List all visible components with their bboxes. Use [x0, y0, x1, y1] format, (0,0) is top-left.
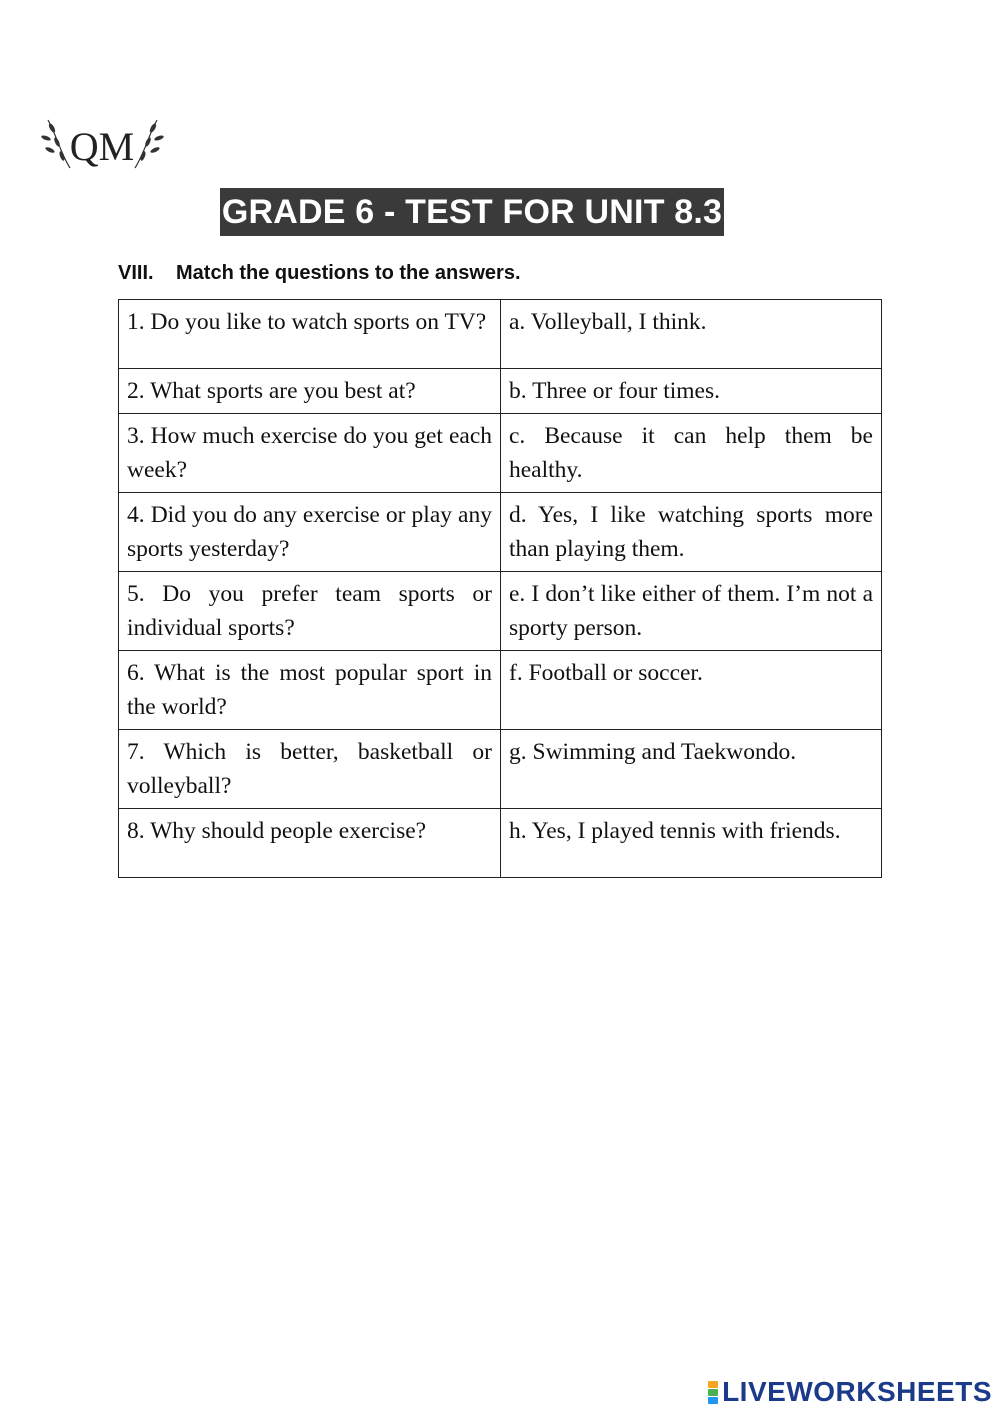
question-cell: 1. Do you like to watch sports on TV? — [119, 300, 501, 369]
question-cell: 4. Did you do any exercise or play any sports yesterday? — [119, 493, 501, 572]
answer-cell: f. Football or soccer. — [501, 651, 882, 730]
exercise-instruction — [118, 258, 521, 288]
table-row — [119, 651, 882, 730]
question-cell: 3. How much exercise do you get each week? — [119, 414, 501, 493]
exercise-text: Match the questions to the answers. — [176, 262, 521, 284]
table-row — [119, 572, 882, 651]
qm-logo — [40, 112, 165, 180]
liveworksheets-brand[interactable] — [708, 1377, 992, 1407]
question-cell: 6. What is the most popular sport in the world? — [119, 651, 501, 730]
answer-cell: e. I don’t like either of them. I’m not a sporty person. — [501, 572, 882, 651]
answer-cell: b. Three or four times. — [501, 369, 882, 414]
svg-text:QM: QM — [69, 124, 135, 169]
brand-name: LIVEWORKSHEETS — [722, 1376, 992, 1407]
page-title: GRADE 6 - TEST FOR UNIT 8.3 — [220, 188, 724, 236]
answer-cell: g. Swimming and Taekwondo. — [501, 730, 882, 809]
question-cell: 2. What sports are you best at? — [119, 369, 501, 414]
table-row — [119, 300, 882, 369]
question-cell: 8. Why should people exercise? — [119, 809, 501, 878]
table-row — [119, 493, 882, 572]
answer-cell: d. Yes, I like watching sports more than playing them. — [501, 493, 882, 572]
liveworksheets-logo-icon — [708, 1380, 718, 1404]
exercise-number: VIII. — [118, 262, 154, 284]
question-cell: 7. Which is better, basketball or volleyball? — [119, 730, 501, 809]
table-row — [119, 414, 882, 493]
answer-cell: c. Because it can help them be healthy. — [501, 414, 882, 493]
table-row — [119, 369, 882, 414]
table-row — [119, 809, 882, 878]
matching-table — [118, 299, 882, 878]
question-cell: 5. Do you prefer team sports or individual sports? — [119, 572, 501, 651]
answer-cell: h. Yes, I played tennis with friends. — [501, 809, 882, 878]
answer-cell: a. Volleyball, I think. — [501, 300, 882, 369]
table-row — [119, 730, 882, 809]
